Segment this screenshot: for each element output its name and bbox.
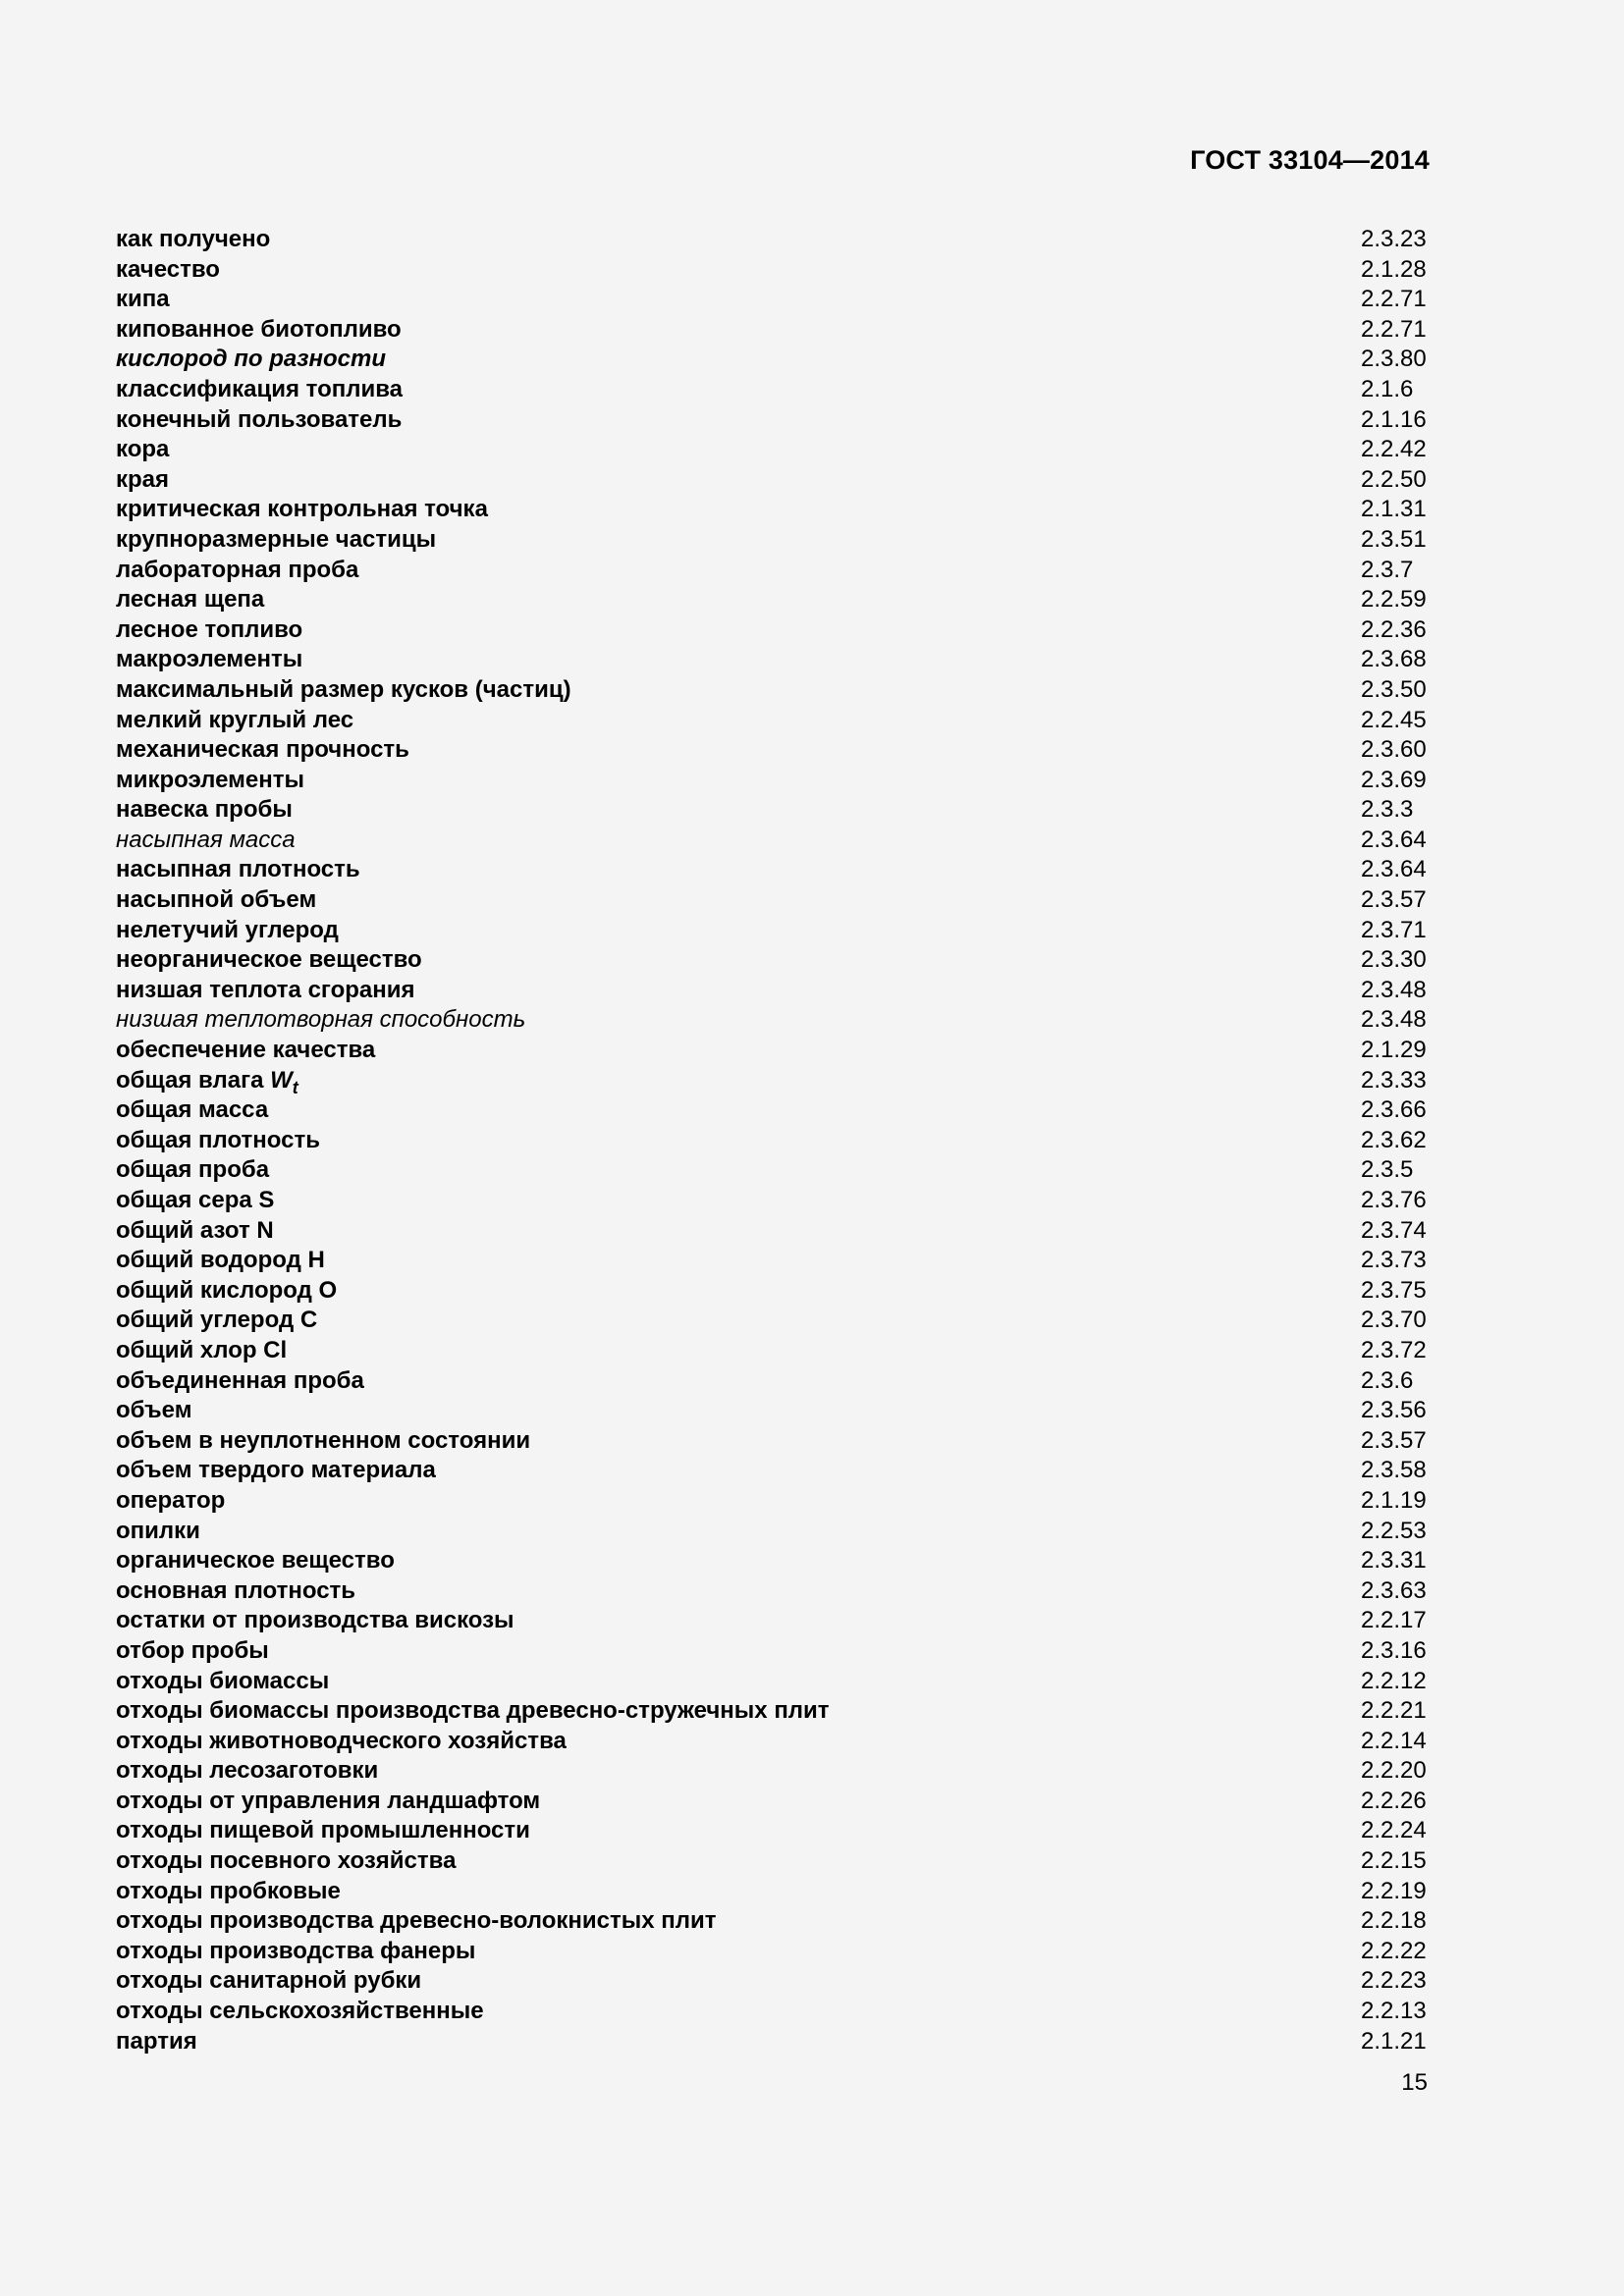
index-term [116,1816,530,1846]
index-ref: 2.2.21 [1361,1697,1427,1725]
index-term [116,1216,274,1247]
index-entry [116,1787,1430,1817]
index-term-text: отходы санитарной рубки [116,1967,422,1995]
index-term-text: качество [116,255,220,283]
index-entry [116,405,1430,436]
index-term-text: отходы производства фанеры [116,1937,476,1964]
index-term-text: объем [116,1397,192,1424]
index-term-text: лесное топливо [116,615,303,643]
index-entry [116,435,1430,465]
index-entry [116,976,1430,1006]
index-term-text: объем твердого материала [116,1457,436,1484]
index-ref: 2.2.17 [1361,1607,1427,1634]
index-term [116,1787,540,1817]
index-term-text: крупноразмерные частицы [116,525,437,553]
index-term-text: края [116,465,170,493]
index-term [116,465,169,496]
index-term [116,1155,269,1186]
index-term-text: макроэлементы [116,646,303,673]
index-term [116,976,415,1006]
index-term [116,525,436,556]
index-ref: 2.2.20 [1361,1757,1427,1785]
index-term [116,1696,830,1727]
index-ref: 2.2.15 [1361,1847,1427,1875]
index-term-text: общий углерод C [116,1307,318,1334]
index-ref: 2.3.6 [1361,1366,1414,1394]
index-ref: 2.3.62 [1361,1126,1427,1153]
index-ref: 2.1.29 [1361,1037,1427,1064]
index-term [116,1036,375,1066]
index-term-text: отходы биомассы производства древесно-стружечных плит [116,1697,830,1725]
index-term [116,1877,341,1907]
index-term-text: микроэлементы [116,766,304,793]
index-term-text: обеспечение качества [116,1037,376,1064]
index-term [116,1546,395,1576]
index-ref: 2.3.33 [1361,1066,1427,1094]
index-term [116,1966,421,1997]
index-term [116,225,270,255]
index-entry [116,766,1430,796]
index-entry [116,585,1430,615]
index-term [116,435,169,465]
index-term-text: отходы от управления ландшафтом [116,1787,541,1814]
index-term [116,855,360,885]
index-term [116,495,488,525]
index-term [116,885,316,916]
index-entry [116,345,1430,375]
index-term [116,1517,200,1547]
index-term-text: объединенная проба [116,1366,364,1394]
index-term-text: оператор [116,1486,226,1514]
index-ref: 2.2.59 [1361,586,1427,614]
index-ref: 2.3.56 [1361,1397,1427,1424]
index-term-symbol [270,1066,298,1097]
index-term-text: отходы пищевой промышленности [116,1817,530,1844]
index-term [116,1246,325,1276]
index-term-text: лесная щепа [116,586,265,614]
index-term-text: насыпная масса [116,826,296,853]
index-term [116,1095,268,1126]
index-term-text: конечный пользователь [116,405,403,433]
index-term-text: общая масса [116,1096,269,1124]
index-term-text: общая влага [116,1066,264,1094]
index-entry [116,826,1430,856]
index-ref: 2.3.64 [1361,856,1427,883]
index-entry [116,735,1430,766]
index-ref: 2.1.6 [1361,375,1414,402]
index-term-text: навеска пробы [116,796,293,824]
index-term-text: органическое вещество [116,1547,395,1575]
index-entry [116,375,1430,405]
index-ref: 2.2.22 [1361,1937,1427,1964]
index-ref: 2.2.42 [1361,436,1427,463]
index-term-text: кора [116,436,170,463]
index-ref: 2.2.14 [1361,1727,1427,1754]
index-term [116,826,296,856]
index-ref: 2.2.45 [1361,706,1427,733]
index-entry [116,1036,1430,1066]
index-entry [116,1486,1430,1517]
index-ref: 2.3.76 [1361,1187,1427,1213]
index-term-text: партия [116,2027,197,2055]
index-entry [116,2027,1430,2057]
index-entry [116,225,1430,255]
index-term-text: критическая контрольная точка [116,496,488,523]
index-entry [116,1727,1430,1757]
index-term [116,916,339,946]
index-term [116,1276,337,1307]
index-ref: 2.2.24 [1361,1817,1427,1844]
index-term-text: механическая прочность [116,736,409,764]
index-term [116,405,402,436]
index-ref: 2.3.16 [1361,1636,1427,1664]
index-ref: 2.2.50 [1361,465,1427,493]
index-term [116,1906,716,1937]
index-ref: 2.3.57 [1361,1426,1427,1454]
page-number: 15 [1401,2069,1428,2096]
index-term-text: кислород по разности [116,346,387,373]
index-term-text: общая проба [116,1156,270,1184]
index-term-text: мелкий круглый лес [116,706,354,733]
index-ref: 2.1.16 [1361,405,1427,433]
index-entry [116,1606,1430,1636]
index-entry [116,795,1430,826]
index-entry [116,945,1430,976]
index-ref: 2.3.5 [1361,1156,1414,1184]
index-term [116,2027,197,2057]
index-ref: 2.2.71 [1361,286,1427,313]
index-term-text: классификация топлива [116,375,404,402]
index-term-text: отходы посевного хозяйства [116,1847,457,1875]
index-entry [116,1546,1430,1576]
index-entry [116,1066,1430,1096]
index-entry [116,916,1430,946]
index-term [116,945,422,976]
index-ref: 2.2.12 [1361,1667,1427,1694]
index-term [116,315,402,346]
index-entry [116,556,1430,586]
index-term-text: общий кислород O [116,1276,338,1304]
index-entry [116,1966,1430,1997]
index-entry [116,1906,1430,1937]
index-term [116,1937,475,1967]
index-ref: 2.3.57 [1361,886,1427,914]
index-entry [116,1276,1430,1307]
index-entry [116,1816,1430,1846]
symbol-letter: W [270,1066,293,1094]
index-term [116,1667,329,1697]
index-ref: 2.3.73 [1361,1247,1427,1274]
index-term [116,1396,191,1426]
index-entry [116,1126,1430,1156]
index-term-text: общая плотность [116,1126,320,1153]
index-ref: 2.2.53 [1361,1517,1427,1544]
index-term-text: насыпной объем [116,886,317,914]
index-entry [116,315,1430,346]
index-term [116,766,304,796]
index-ref: 2.3.48 [1361,1006,1427,1034]
index-entry [116,1997,1430,2027]
index-ref: 2.3.31 [1361,1547,1427,1575]
index-term [116,1727,567,1757]
index-ref: 2.2.23 [1361,1967,1427,1995]
index-ref: 2.2.18 [1361,1907,1427,1935]
index-ref: 2.1.21 [1361,2027,1427,2055]
index-term-text: отходы производства древесно-волокнистых плит [116,1907,717,1935]
index-term-text: насыпная плотность [116,856,360,883]
index-entry [116,1667,1430,1697]
index-term-text: как получено [116,226,271,252]
index-entry [116,855,1430,885]
index-term-text: нелетучий углерод [116,916,339,943]
index-ref: 2.2.13 [1361,1998,1427,2025]
index-term [116,1126,320,1156]
index-term-text: отходы животноводческого хозяйства [116,1727,567,1754]
index-ref: 2.2.36 [1361,615,1427,643]
index-term [116,1456,436,1486]
index-term-text: лабораторная проба [116,556,359,583]
index-term-text: неорганическое вещество [116,946,422,974]
index-ref: 2.3.68 [1361,646,1427,673]
index-list [116,225,1430,2056]
index-ref: 2.3.51 [1361,525,1427,553]
index-entry [116,1426,1430,1457]
index-entry [116,1336,1430,1366]
index-term-text: общая сера S [116,1187,275,1213]
index-ref: 2.3.58 [1361,1457,1427,1484]
index-term-text: отходы сельскохозяйственные [116,1998,484,2025]
index-entry [116,706,1430,736]
index-ref: 2.3.75 [1361,1276,1427,1304]
index-entry [116,1186,1430,1216]
index-entry [116,1306,1430,1336]
index-term [116,645,302,675]
index-term [116,1846,456,1877]
index-ref: 2.2.26 [1361,1787,1427,1814]
document-header: ГОСТ 33104—2014 [1190,145,1430,175]
index-ref: 2.1.28 [1361,255,1427,283]
index-ref: 2.3.69 [1361,766,1427,793]
index-entry [116,465,1430,496]
index-entry [116,525,1430,556]
index-entry [116,1246,1430,1276]
index-ref: 2.3.30 [1361,946,1427,974]
index-term-text: отходы лесозаготовки [116,1757,379,1785]
index-ref: 2.3.64 [1361,826,1427,853]
index-term-text: низшая теплота сгорания [116,976,415,1003]
index-ref: 2.1.19 [1361,1486,1427,1514]
index-term-text: общий хлор Cl [116,1336,288,1363]
index-entry [116,645,1430,675]
index-entry [116,1696,1430,1727]
index-term [116,255,220,286]
index-ref: 2.2.19 [1361,1877,1427,1904]
index-term [116,1606,514,1636]
index-term-text: отходы биомассы [116,1667,330,1694]
index-term [116,375,403,405]
index-entry [116,615,1430,646]
index-entry [116,1366,1430,1397]
index-ref: 2.3.71 [1361,916,1427,943]
index-entry [116,1846,1430,1877]
index-term-text: кипованное биотопливо [116,315,402,343]
index-entry [116,885,1430,916]
index-term [116,1426,530,1457]
index-term-text: общий водород H [116,1247,325,1274]
index-entry [116,285,1430,315]
index-term [116,556,358,586]
index-entry [116,495,1430,525]
index-entry [116,1517,1430,1547]
index-ref: 2.2.71 [1361,315,1427,343]
index-ref: 2.3.70 [1361,1307,1427,1334]
index-entry [116,1937,1430,1967]
index-entry [116,1396,1430,1426]
index-ref: 2.3.66 [1361,1096,1427,1124]
index-ref: 2.3.74 [1361,1216,1427,1244]
index-entry [116,255,1430,286]
index-ref: 2.3.7 [1361,556,1414,583]
symbol-subscript: t [292,1077,298,1097]
index-ref: 2.3.63 [1361,1576,1427,1604]
index-term [116,795,293,826]
index-ref: 2.3.72 [1361,1336,1427,1363]
index-ref: 2.3.48 [1361,976,1427,1003]
index-term [116,1186,274,1216]
index-term-text: объем в неуплотненном состоянии [116,1426,531,1454]
index-term [116,1336,287,1366]
index-ref: 2.3.23 [1361,226,1427,252]
index-entry [116,1095,1430,1126]
index-term-text: опилки [116,1517,200,1544]
index-term [116,1486,225,1517]
index-term [116,675,571,706]
index-term [116,1066,298,1096]
index-entry [116,1636,1430,1667]
index-term-text: отходы пробковые [116,1877,341,1904]
index-term [116,345,386,375]
index-entry [116,1456,1430,1486]
index-term-text: остатки от производства вискозы [116,1607,514,1634]
index-term-text: кипа [116,286,170,313]
index-entry [116,1216,1430,1247]
index-term [116,1366,364,1397]
index-entry [116,675,1430,706]
index-ref: 2.1.31 [1361,496,1427,523]
index-ref: 2.3.80 [1361,346,1427,373]
index-term-text: максимальный размер кусков (частиц) [116,675,571,703]
index-term [116,285,170,315]
index-entry [116,1877,1430,1907]
index-term [116,706,353,736]
index-term-text: основная плотность [116,1576,356,1604]
index-term-text: общий азот N [116,1216,274,1244]
index-term [116,1756,378,1787]
index-term [116,735,409,766]
index-term [116,1306,317,1336]
index-ref: 2.3.50 [1361,675,1427,703]
index-entry [116,1576,1430,1607]
index-term [116,1636,269,1667]
index-term [116,1576,355,1607]
index-term-text: низшая теплотворная способность [116,1006,526,1034]
index-entry [116,1005,1430,1036]
index-ref: 2.3.60 [1361,736,1427,764]
index-entry [116,1155,1430,1186]
index-term [116,585,264,615]
index-term-text: отбор пробы [116,1636,269,1664]
index-term [116,1005,525,1036]
index-term [116,1997,484,2027]
index-term [116,615,302,646]
index-entry [116,1756,1430,1787]
index-ref: 2.3.3 [1361,796,1414,824]
